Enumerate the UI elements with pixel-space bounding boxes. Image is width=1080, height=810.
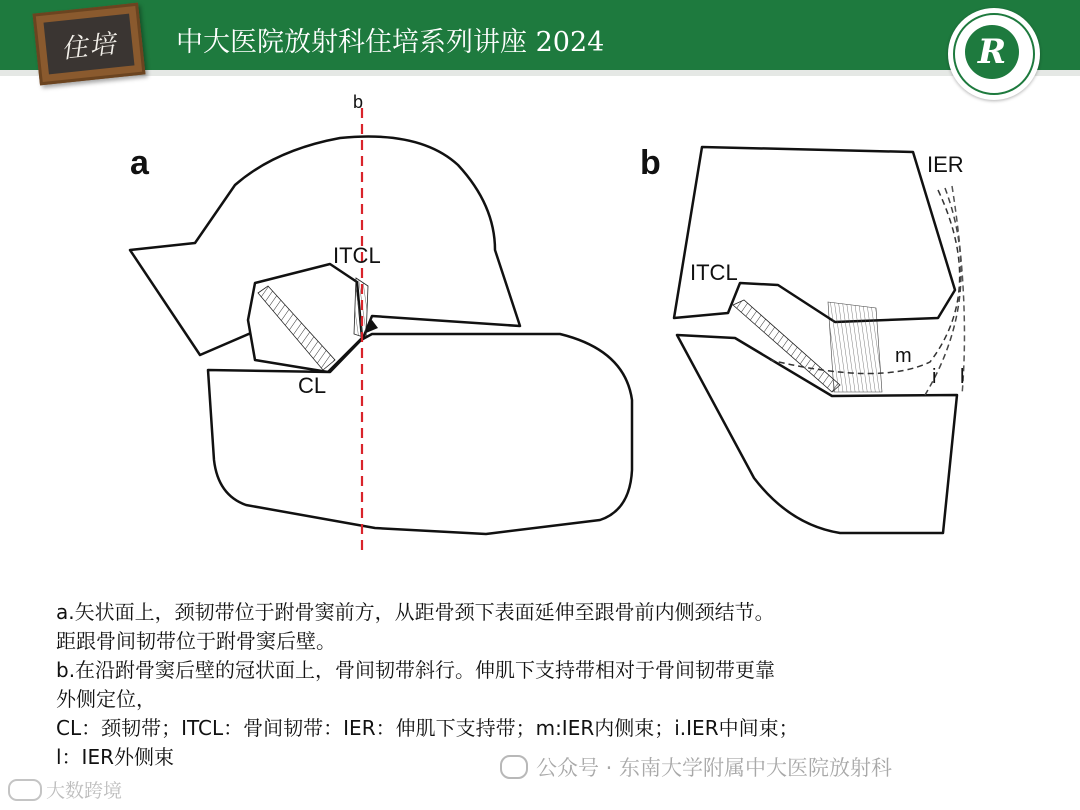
caption-line: CL：颈韧带；ITCL：骨间韧带：IER：伸肌下支持带；m:IER内侧束；i.IER中间束； (56, 716, 799, 740)
label-m: m (895, 345, 912, 367)
brand-icon (8, 779, 42, 801)
chalkboard-badge (33, 3, 146, 86)
label-itcl-b: ITCL (690, 260, 738, 285)
section-line-label: b (353, 92, 364, 112)
panel-a (130, 92, 632, 552)
watermark-account (500, 752, 892, 782)
header-divider (0, 70, 1080, 76)
watermark-brand-text: 大数跨境 (46, 780, 123, 802)
logo-mark: R (977, 32, 1007, 72)
anatomy-diagram (0, 80, 1080, 570)
label-i: i (932, 366, 937, 388)
calcaneus-shape (208, 334, 632, 534)
ligament-interosseous (828, 302, 882, 392)
label-itcl-a: ITCL (333, 243, 381, 268)
wechat-icon (500, 755, 528, 779)
caption-line: 外侧定位， (56, 687, 156, 711)
talus-coronal-shape (674, 147, 955, 322)
page-title: 中大医院放射科住培系列讲座 2024 (176, 27, 605, 58)
caption-line: 距跟骨间韧带位于跗骨窦后壁。 (56, 629, 336, 653)
chalkboard-text: 住培 (59, 28, 119, 65)
watermark-account-text: 公众号 · 东南大学附属中大医院放射科 (536, 756, 893, 780)
panel-b-letter: b (640, 144, 661, 182)
caption-line: a.矢状面上，颈韧带位于跗骨窦前方，从距骨颈下表面延伸至跟骨前内侧颈结节。 (56, 600, 775, 624)
label-ier: IER (927, 152, 964, 177)
watermark-brand (8, 776, 122, 803)
panel-b (640, 144, 964, 533)
caption-line: b.在沿跗骨窦后壁的冠状面上，骨间韧带斜行。伸肌下支持带相对于骨间韧带更靠 (56, 658, 776, 682)
logo-core (965, 25, 1019, 79)
label-cl: CL (298, 373, 327, 398)
caption-line: l：IER外侧束 (56, 745, 174, 769)
figure-caption (56, 598, 1046, 772)
label-l: l (960, 366, 965, 388)
panel-a-letter: a (130, 144, 149, 182)
